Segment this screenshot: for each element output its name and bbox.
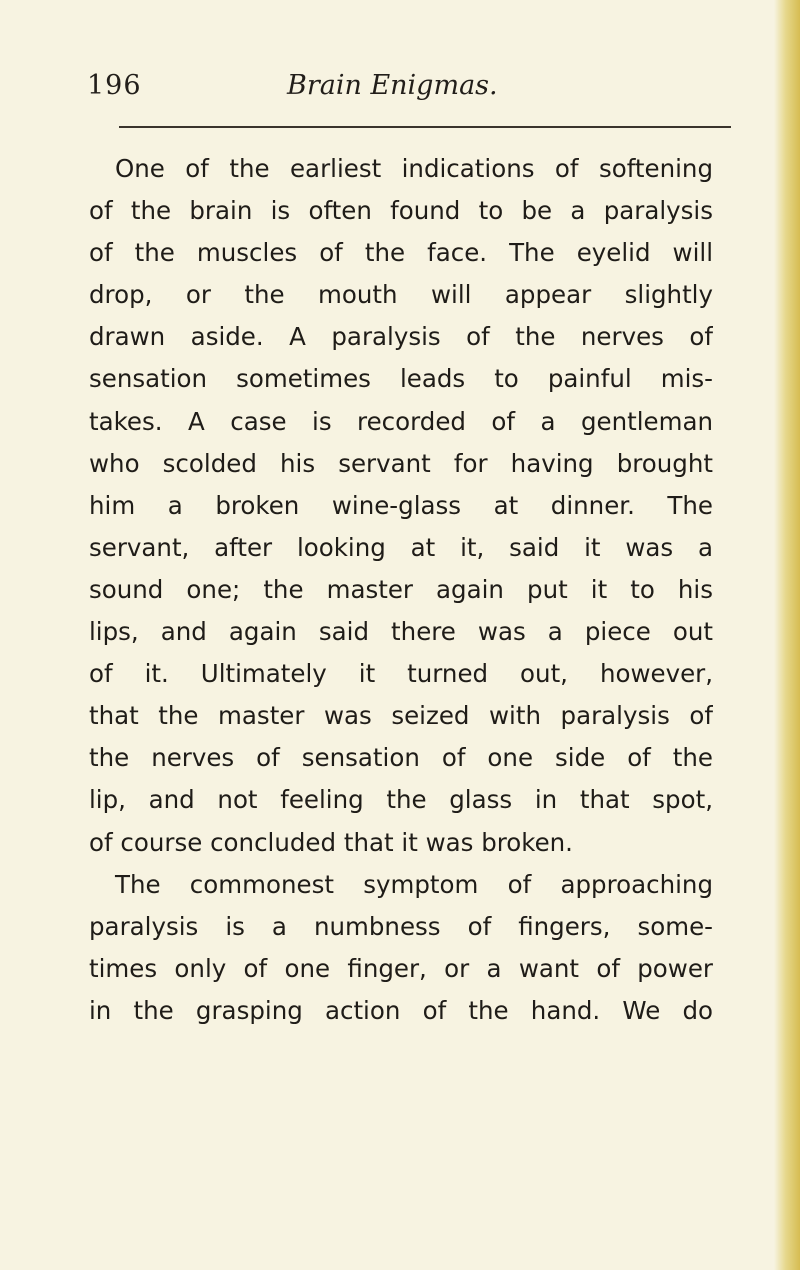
running-title: Brain Enigmas. — [287, 70, 498, 101]
page-edge-shadow — [774, 0, 800, 1270]
text-line: of it. Ultimately it turned out, however, — [89, 659, 713, 689]
text-line: sensation sometimes leads to painful mis- — [89, 364, 713, 394]
body-text — [89, 148, 713, 1238]
page-number: 196 — [87, 70, 142, 101]
text-line: One of the earliest indications of softening — [115, 154, 713, 183]
text-line: him a broken wine-glass at dinner. The — [89, 490, 713, 520]
text-line: the nerves of sensation of one side of the — [89, 743, 713, 773]
text-line: of course concluded that it was broken. — [89, 827, 573, 857]
text-line: lips, and again said there was a piece out — [89, 617, 713, 647]
text-line: The commonest symptom of approaching — [115, 869, 713, 899]
text-line: sound one; the master again put it to his — [89, 574, 713, 604]
text-line: drop, or the mouth will appear slightly — [89, 280, 713, 310]
text-line: servant, after looking at it, said it was a — [89, 532, 713, 562]
text-line: of the muscles of the face. The eyelid will — [89, 238, 713, 268]
text-line: takes. A case is recorded of a gentleman — [89, 406, 713, 436]
paragraph — [89, 864, 713, 1032]
text-line: times only of one finger, or a want of power — [89, 953, 713, 983]
text-line: that the master was seized with paralysis of — [89, 701, 713, 731]
text-line: who scolded his servant for having brought — [89, 448, 713, 478]
page-header — [87, 70, 647, 110]
header-rule — [119, 126, 731, 128]
text-line: of the brain is often found to be a paralysis — [89, 196, 713, 226]
text-line: lip, and not feeling the glass in that spot, — [89, 785, 713, 815]
text-line: drawn aside. A paralysis of the nerves of — [89, 322, 713, 352]
text-line: in the grasping action of the hand. We do — [89, 995, 713, 1025]
text-line: paralysis is a numbness of fingers, some- — [89, 911, 713, 941]
paragraph — [89, 148, 713, 864]
